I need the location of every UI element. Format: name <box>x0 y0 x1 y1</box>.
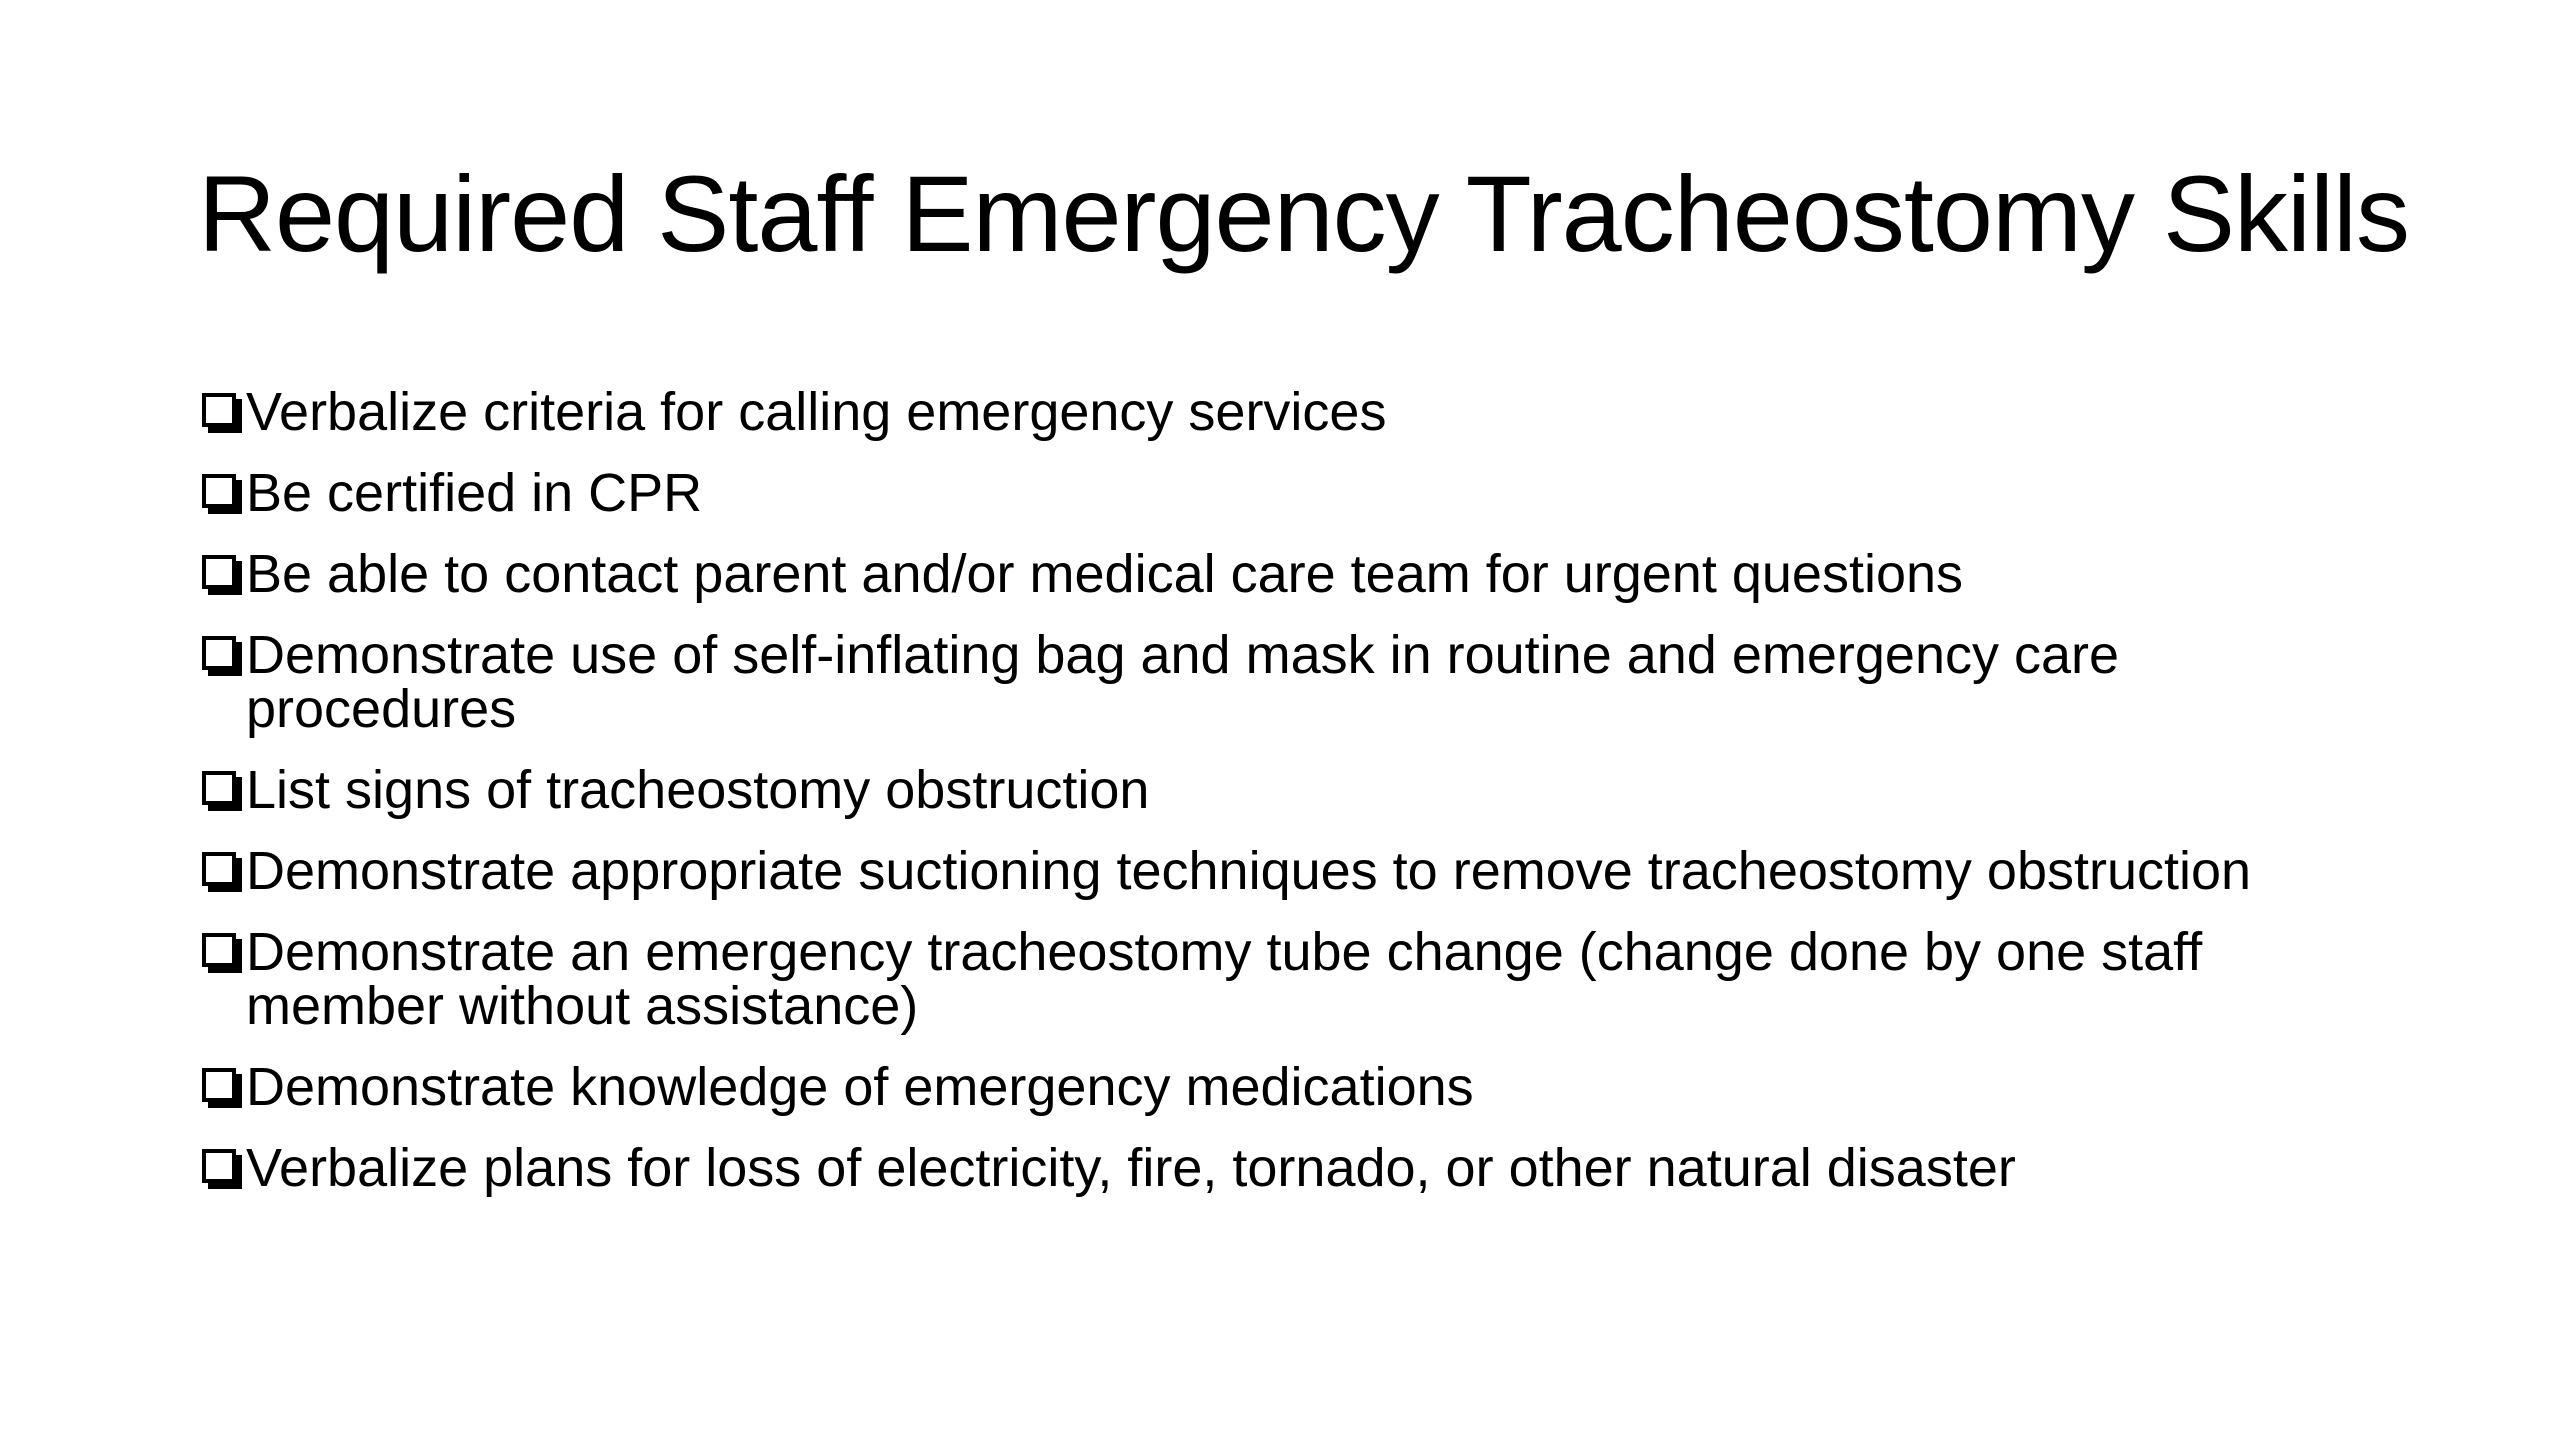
checkbox-icon <box>202 393 236 427</box>
list-item <box>198 1057 2358 1117</box>
list-item <box>198 463 2358 523</box>
list-item-text: Verbalize criteria for calling emergency services <box>246 382 1387 442</box>
checkbox-icon <box>202 636 236 670</box>
list-item <box>198 760 2358 820</box>
slide-title: Required Staff Emergency Tracheostomy Skills <box>198 153 2409 274</box>
list-item-text: Be able to contact parent and/or medical care team for urgent questions <box>246 544 1964 604</box>
checkbox-icon <box>202 852 236 886</box>
list-item-text: Demonstrate knowledge of emergency medications <box>246 1057 1474 1117</box>
checkbox-icon <box>202 474 236 508</box>
checkbox-icon <box>202 933 236 967</box>
list-item-text: Verbalize plans for loss of electricity, fire, tornado, or other natural disaster <box>246 1138 2016 1198</box>
list-item <box>198 544 2358 604</box>
list-item <box>198 922 2358 1036</box>
checkbox-icon <box>202 555 236 589</box>
list-item <box>198 1138 2358 1198</box>
list-item-text: Demonstrate use of self-inflating bag and mask in routine and emergency care procedures <box>246 625 2120 739</box>
list-item <box>198 382 2358 442</box>
list-item-text: Be certified in CPR <box>246 463 703 523</box>
list-item-text: Demonstrate appropriate suctioning techniques to remove tracheostomy obstruction <box>246 841 2252 901</box>
list-item-text: List signs of tracheostomy obstruction <box>246 760 1150 820</box>
checkbox-icon <box>202 771 236 805</box>
skills-list <box>198 382 2358 1222</box>
list-item <box>198 625 2358 739</box>
checkbox-icon <box>202 1149 236 1183</box>
list-item <box>198 841 2358 901</box>
checkbox-icon <box>202 1068 236 1102</box>
list-item-text: Demonstrate an emergency tracheostomy tube change (change done by one staff member without assistance) <box>246 922 2203 1036</box>
